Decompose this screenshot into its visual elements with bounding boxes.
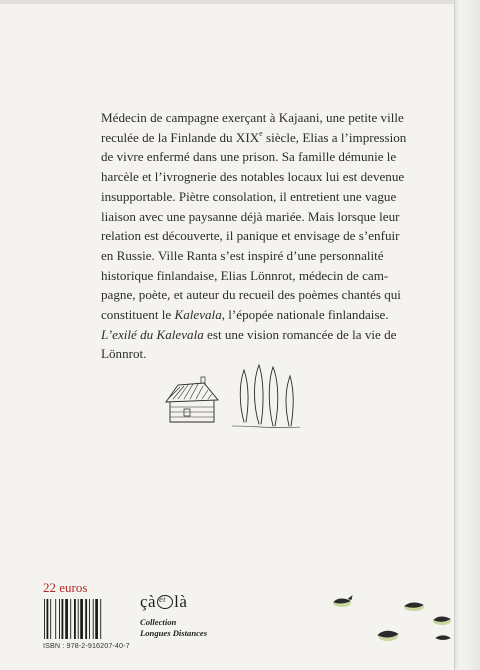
blurb-line: insupportable. Piètre consolation, il entretient une vague	[101, 188, 397, 204]
blurb-line: Médecin de campagne exerçant à Kajaani, une petite ville	[101, 110, 404, 125]
publisher-logo: çà et là	[140, 592, 188, 611]
blurb-line: pagne, poète, et auteur du recueil des poèmes chantés qui	[101, 287, 401, 303]
spine-edge	[454, 0, 480, 670]
collection-name: Collection Longues Distances	[140, 617, 208, 638]
barcode	[43, 599, 119, 639]
blurb-line: en Russie. Ville Ranta s’est inspiré d’une personnalité	[101, 247, 384, 263]
blurb-line: constituent le Kalevala, l’épopée nationale finlandaise.	[101, 307, 389, 323]
blurb-line: reculée de la Finlande du XIXe siècle, Elias a l’impression	[101, 128, 407, 145]
blurb-text	[101, 108, 407, 364]
blurb-line: L’exilé du Kalevala est une vision romancée de la vie de	[101, 326, 397, 342]
blurb-line: harcèle et l’ivrognerie des notables locaux lui est devenue	[101, 169, 405, 185]
book-title-kalevala: Kalevala	[174, 307, 222, 323]
price: 22 euros	[43, 580, 88, 595]
logo-ring-icon: et	[157, 595, 173, 609]
birds-sketch	[312, 578, 462, 658]
blurb-line: relation est découverte, il panique et envisage de s’enfuir	[101, 228, 400, 244]
blurb-line: historique finlandaise, Elias Lönnrot, médecin de cam-	[101, 267, 389, 283]
book-title: L’exilé du Kalevala	[101, 326, 204, 342]
isbn: ISBN : 978-2-916207-40-7	[43, 641, 130, 650]
blurb-line: de vivre enfermé dans une prison. Sa famille démunie le	[101, 149, 397, 165]
superscript: e	[259, 128, 263, 138]
hut-and-cypress-trees-sketch	[160, 360, 310, 435]
blurb-line: liaison avec une paysanne déjà mariée. Mais lorsque leur	[101, 208, 400, 224]
blurb-line: Lönnrot.	[101, 346, 147, 362]
top-edge	[0, 0, 480, 4]
